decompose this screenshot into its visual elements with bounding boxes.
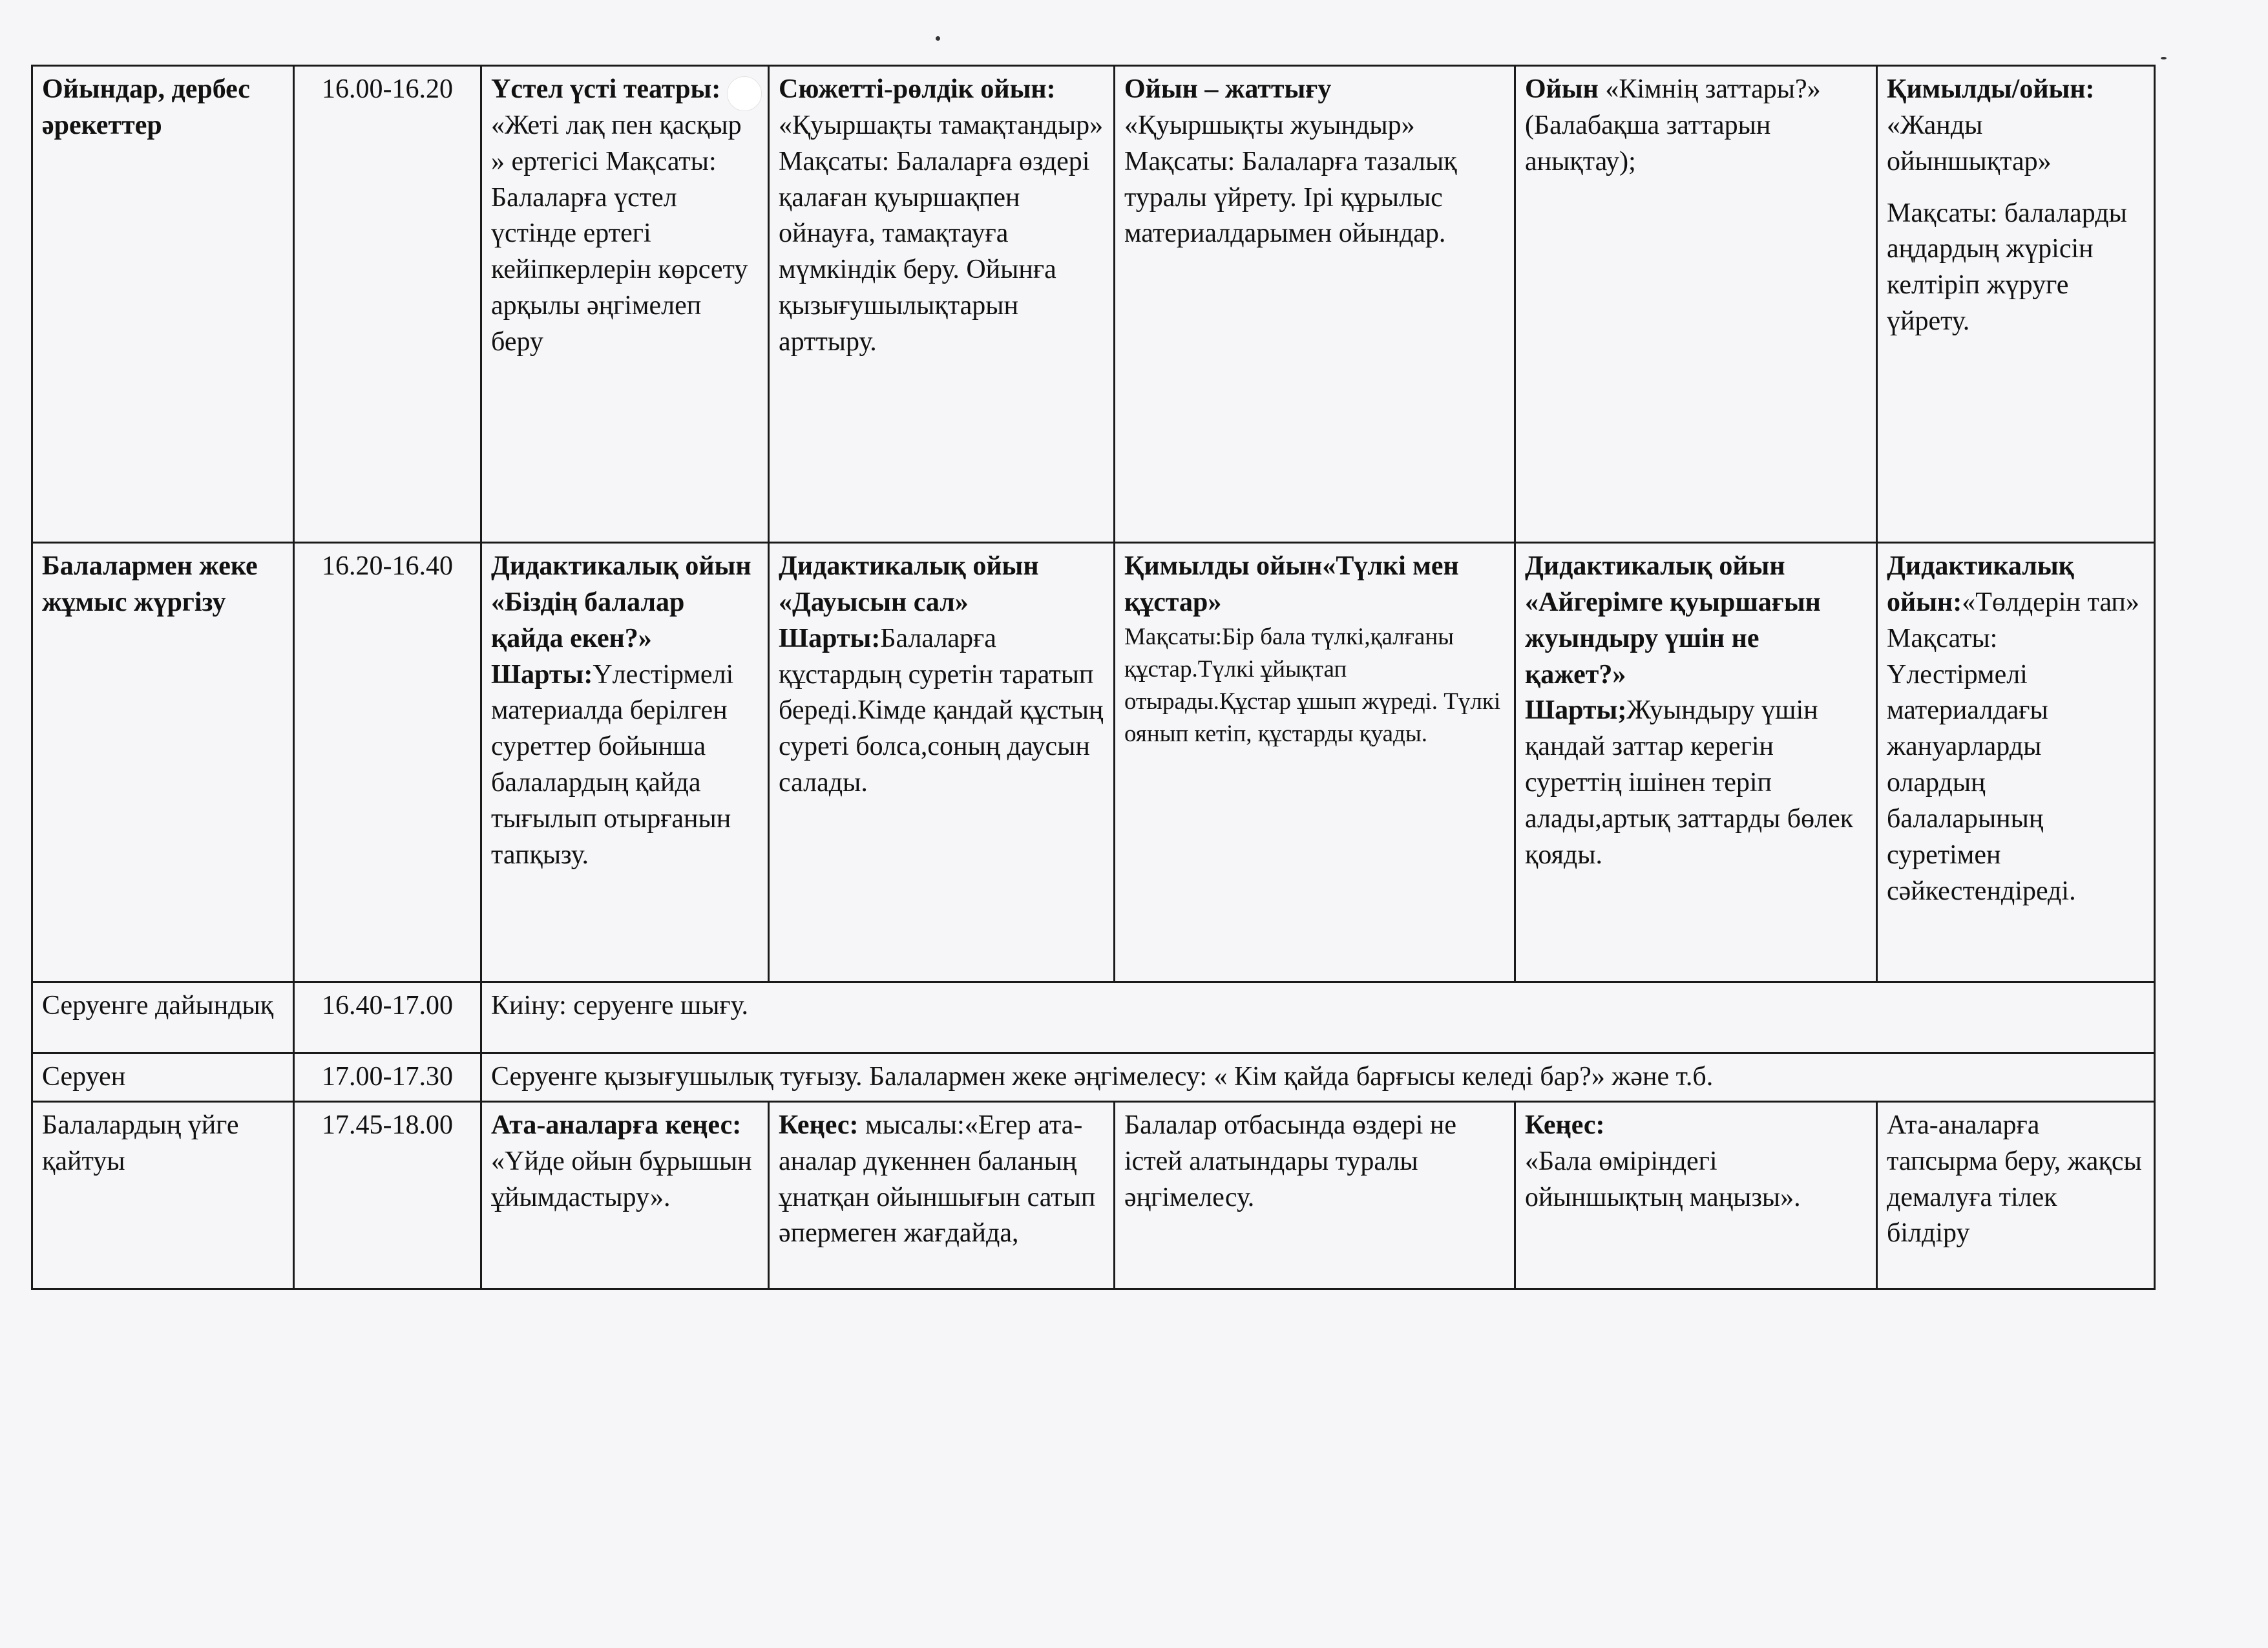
row-label-home: Балалардың үйге қайтуы bbox=[32, 1101, 294, 1289]
cell-games-wed bbox=[1115, 66, 1515, 543]
cell-title: Қимылды ойын«Түлкі мен құстар» bbox=[1124, 551, 1459, 617]
cell-home-wed: Балалар отбасында өздері не істей алатындары туралы әңгімелесу. bbox=[1115, 1101, 1515, 1289]
table-row bbox=[32, 1053, 2155, 1102]
cell-text: Жуындыру үшін қандай заттар керегін суреттің ішінен теріп алады,артық заттарды бөлек қояды. bbox=[1525, 695, 1854, 870]
table-row bbox=[32, 543, 2155, 982]
cell-text: «Жанды ойыншықтар» bbox=[1887, 110, 2052, 176]
scan-speck bbox=[936, 36, 940, 41]
cell-games-mon bbox=[481, 66, 769, 543]
time-home: 17.45-18.00 bbox=[294, 1101, 481, 1289]
cell-subtitle: «Төлдерін тап» bbox=[1962, 587, 2139, 617]
cell-title: Дидактикалық ойын: bbox=[1887, 551, 2074, 617]
cell-individual-mon bbox=[481, 543, 769, 982]
time-games: 16.00-16.20 bbox=[294, 66, 481, 543]
row-label-prep: Серуенге дайындық bbox=[32, 982, 294, 1053]
cell-title: Ата-аналарға кеңес: bbox=[491, 1110, 742, 1140]
time-walk: 17.00-17.30 bbox=[294, 1053, 481, 1102]
cell-condition-label: Шарты; bbox=[1525, 695, 1627, 726]
cell-title: Дидактикалық ойын «Дауысын сал» bbox=[779, 551, 1039, 617]
cell-text: Үлестірмелі материалда берілген суреттер бойынша балалардың қайда тығылып отырғанын тапқызу. bbox=[491, 659, 734, 870]
cell-title: Дидактикалық ойын «Айгерімге қуыршағын жуындыру үшін не қажет?» bbox=[1525, 551, 1821, 690]
cell-games-tue bbox=[769, 66, 1115, 543]
cell-individual-thu bbox=[1515, 543, 1877, 982]
cell-title: Кеңес: bbox=[779, 1110, 859, 1140]
cell-home-mon bbox=[481, 1101, 769, 1289]
schedule-table bbox=[31, 65, 2156, 1290]
table-row bbox=[32, 1101, 2155, 1289]
cell-text: «Қуыршақты тамақтандыр» Мақсаты: Балаларға өздері қалаған қуыршақпен ойнауға, тамақтауға мүмкіндік беру. Ойынға қызығушылықтарын арттыру. bbox=[779, 110, 1104, 357]
cell-text: «Бала өміріндегі ойыншықтың маңызы». bbox=[1525, 1146, 1801, 1212]
cell-games-thu bbox=[1515, 66, 1877, 543]
cell-games-fri bbox=[1877, 66, 2155, 543]
cell-home-tue bbox=[769, 1101, 1115, 1289]
cell-text: «Кімнің заттары?» (Балабақша заттарын анықтау); bbox=[1525, 74, 1821, 176]
cell-goal: Мақсаты: балаларды аңдардың жүрісін келтіріп жүруге үйрету. bbox=[1887, 198, 2127, 337]
cell-text: мысалы:«Егер ата-аналар дүкеннен баланың ұнатқан ойыншығын сатып әпермеген жағдайда, bbox=[779, 1110, 1096, 1249]
cell-title: Ойын bbox=[1525, 74, 1599, 104]
cell-title: Қимылды/ойын: bbox=[1887, 74, 2095, 104]
cell-home-thu bbox=[1515, 1101, 1877, 1289]
time-individual: 16.20-16.40 bbox=[294, 543, 481, 982]
cell-text: «Жеті лақ пен қасқыр » ертегісі Мақсаты: Балаларға үстел үстінде ертегі кейіпкерлерін көрсету арқылы әңгімелеп беру bbox=[491, 110, 748, 357]
scan-speck bbox=[2161, 57, 2167, 59]
row-label-individual: Балалармен жеке жұмыс жүргізу bbox=[32, 543, 294, 982]
cell-walk: Серуенге қызығушылық туғызу. Балалармен жеке әңгімелесу: « Кім қайда барғысы келеді бар?» және т.б. bbox=[481, 1053, 2155, 1102]
cell-title: Дидактикалық ойын «Біздің балалар қайда екен?» bbox=[491, 551, 751, 653]
table-row bbox=[32, 66, 2155, 543]
cell-title: Ойын – жаттығу bbox=[1124, 74, 1332, 104]
cell-individual-fri bbox=[1877, 543, 2155, 982]
cell-condition-label: Шарты: bbox=[779, 623, 881, 653]
cell-individual-wed bbox=[1115, 543, 1515, 982]
row-label-games: Ойындар, дербес әрекеттер bbox=[32, 66, 294, 543]
cell-text: «Қуыршықты жуындыр» Мақсаты: Балаларға тазалық туралы үйрету. Ірі құрылыс материалдарымен ойындар. bbox=[1124, 110, 1457, 249]
cell-text: Мақсаты:Бір бала түлкі,қалғаны құстар.Түлкі ұйықтап отырады.Құстар ұшып жүреді. Түлкі оянып кетіп, құстарды қуады. bbox=[1124, 623, 1501, 747]
time-prep: 16.40-17.00 bbox=[294, 982, 481, 1053]
cell-home-fri: Ата-аналарға тапсырма беру, жақсы демалуға тілек білдіру bbox=[1877, 1101, 2155, 1289]
cell-text: «Үйде ойын бұрышын ұйымдастыру». bbox=[491, 1146, 752, 1212]
cell-title: Сюжетті-рөлдік ойын: bbox=[779, 74, 1056, 104]
cell-prep: Киіну: серуенге шығу. bbox=[481, 982, 2155, 1053]
cell-text: Балаларға құстардың суретін таратып береді.Кімде қандай құстың суреті болса,соның даусын салады. bbox=[779, 623, 1104, 798]
cell-text: Мақсаты: Үлестірмелі материалдағы жануарларды олардың балаларының суретімен сәйкестендіреді. bbox=[1887, 623, 2076, 906]
cell-title: Кеңес: bbox=[1525, 1110, 1605, 1140]
cell-title: Үстел үсті театры: bbox=[491, 74, 721, 104]
row-label-walk: Серуен bbox=[32, 1053, 294, 1102]
table-row bbox=[32, 982, 2155, 1053]
cell-condition-label: Шарты: bbox=[491, 659, 593, 690]
cell-individual-tue bbox=[769, 543, 1115, 982]
